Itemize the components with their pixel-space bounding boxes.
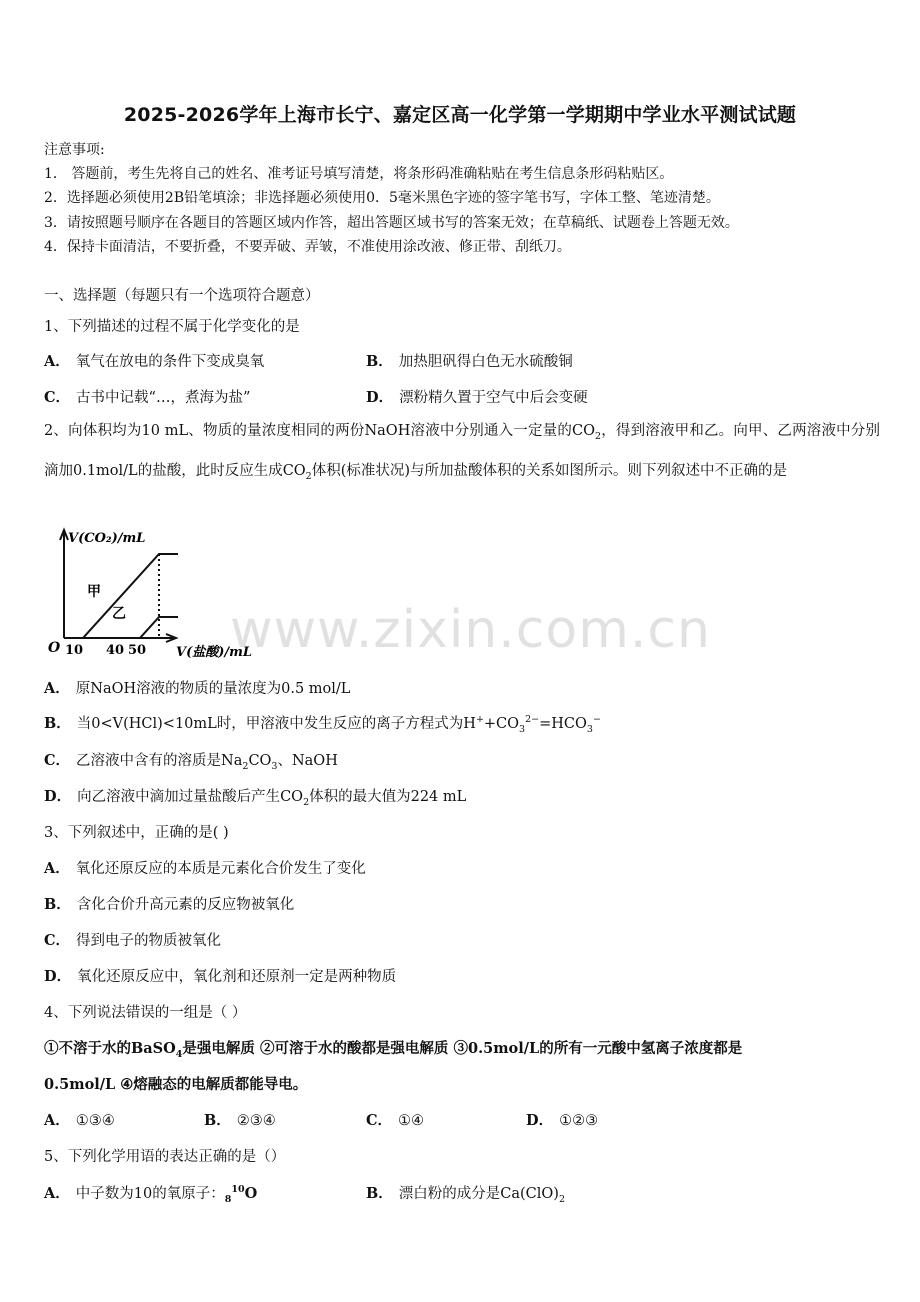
option-label: C． (44, 932, 71, 949)
option-label: A． (44, 1185, 70, 1202)
option-label: B． (44, 896, 71, 913)
y-axis-label: V(CO₂)/mL (68, 531, 146, 546)
x-axis-label: V(盐酸)/mL (176, 645, 253, 660)
q5-option-a: A． 中子数为10的氧原子：$_8^{10}$O (44, 1184, 258, 1205)
origin-label: O (48, 640, 61, 656)
series-label-yi: 乙 (112, 606, 126, 622)
q3-option-c (44, 929, 221, 950)
q1-option-a (44, 350, 264, 371)
q2-option-a (44, 677, 350, 698)
option-label: B． (44, 715, 71, 732)
option-label: A． (44, 860, 70, 877)
notes-item: 1． 答题前，考生先将自己的姓名、准考证号填写清楚，将条形码准确粘贴在考生信息条形码粘贴区。 (44, 166, 674, 182)
option-text: 含化合价升高元素的反应物被氧化 (76, 897, 295, 913)
q2-option-c: C． 乙溶液中含有的溶质是$Na_2CO_3$、NaOH (44, 752, 338, 772)
q4-statements-line-2: 0.5mol/L ④熔融态的电解质都能导电。 (44, 1076, 308, 1093)
option-text: ①③④ (75, 1113, 115, 1129)
x-tick-label: 10 (65, 643, 84, 658)
q3-option-a (44, 857, 366, 878)
option-label: A． (44, 680, 70, 697)
option-text: 漂粉精久置于空气中后会变硬 (399, 390, 588, 406)
option-label: B． (366, 353, 393, 370)
question-3-stem: 3、下列叙述中，正确的是( ) (44, 825, 229, 841)
option-text: 得到电子的物质被氧化 (76, 933, 222, 949)
watermark: www.zixin.com.cn (230, 600, 711, 660)
notes-item: 4．保持卡面清洁，不要折叠，不要弄破、弄皱，不准使用涂改液、修正带、刮纸刀。 (44, 239, 571, 255)
option-label: C． (366, 1112, 393, 1129)
option-text: ②③④ (236, 1113, 276, 1129)
question-4-stem: 4、下列说法错误的一组是（ ） (44, 1005, 247, 1021)
q3-option-d (44, 965, 396, 986)
notes-heading: 注意事项: (44, 142, 105, 158)
q1-option-c (44, 386, 250, 407)
option-text: 氧化还原反应的本质是元素化合价发生了变化 (75, 861, 366, 877)
option-label: A． (44, 1112, 70, 1129)
question-5-stem: 5、下列化学用语的表达正确的是（） (44, 1149, 286, 1165)
option-label: A． (44, 353, 70, 370)
option-label: C． (44, 752, 71, 769)
series-label-jia: 甲 (87, 584, 101, 600)
q1-option-b (366, 350, 573, 371)
co2-volume-chart (44, 522, 254, 662)
q4-option-b (204, 1109, 276, 1130)
x-tick-label: 50 (128, 643, 147, 658)
q1-option-d (366, 386, 588, 407)
q4-statements-line-1: ①不溶于水的BaSO$_4$是强电解质 ②可溶于水的酸都是强电解质 ③0.5mol/L的所有一元酸中氢离子浓度都是 (44, 1040, 743, 1060)
notes-item: 2．选择题必须使用2B铅笔填涂；非选择题必须使用0．5毫米黑色字迹的签字笔书写，字体工整、笔迹清楚。 (44, 190, 720, 206)
option-label: D． (526, 1112, 554, 1129)
option-label: B． (366, 1185, 393, 1202)
q3-option-b (44, 893, 294, 914)
option-text: 古书中记载“…，煮海为盐” (76, 390, 251, 406)
option-label: D． (44, 788, 72, 805)
option-text: ①④ (398, 1113, 425, 1129)
section-heading: 一、选择题（每题只有一个选项符合题意） (44, 288, 320, 304)
x-tick-label: 40 (106, 643, 125, 658)
option-text: ①②③ (559, 1113, 599, 1129)
option-label: D． (366, 389, 394, 406)
page-title: 2025-2026学年上海市长宁、嘉定区高一化学第一学期期中学业水平测试试题 (123, 104, 797, 126)
option-text: 氧气在放电的条件下变成臭氧 (75, 354, 265, 370)
option-label: D． (44, 968, 72, 985)
option-label: B． (204, 1112, 231, 1129)
option-text: 原NaOH溶液的物质的量浓度为0.5 mol/L (75, 681, 351, 697)
notes-item: 3．请按照题号顺序在各题目的答题区域内作答，超出答题区域书写的答案无效；在草稿纸、试题卷上答题无效。 (44, 215, 739, 231)
q4-option-a (44, 1109, 115, 1130)
question-1-stem: 1、下列描述的过程不属于化学变化的是 (44, 319, 300, 335)
q2-option-d: D． 向乙溶液中滴加过量盐酸后产生$CO_2$体积的最大值为224 mL (44, 788, 467, 808)
option-text: 氧化还原反应中，氧化剂和还原剂一定是两种物质 (77, 969, 397, 985)
option-text: 加热胆矾得白色无水硫酸铜 (398, 354, 573, 370)
question-2-stem: 2、向体积均为10 mL、物质的量浓度相同的两份NaOH溶液中分别通入一定量的$CO_2$，得到溶液甲和乙。向甲、乙两溶液中分别滴加0.1mol/L的盐酸，此时反应生成$CO_2$体积(标准状况)与所加盐酸体积的关系如图所示。则下列叙述中不正确的是 (44, 423, 880, 482)
q4-option-c (366, 1109, 424, 1130)
q4-option-d (526, 1109, 598, 1130)
q2-option-b: B． 当0<V(HCl)<10mL时，甲溶液中发生反应的离子方程式为$H^++CO_3^{2-}=HCO_3^-$ (44, 714, 601, 735)
q5-option-b: B． 漂白粉的成分是$Ca(ClO)_2$ (366, 1185, 565, 1205)
series-line-jia (64, 554, 178, 638)
option-label: C． (44, 389, 71, 406)
